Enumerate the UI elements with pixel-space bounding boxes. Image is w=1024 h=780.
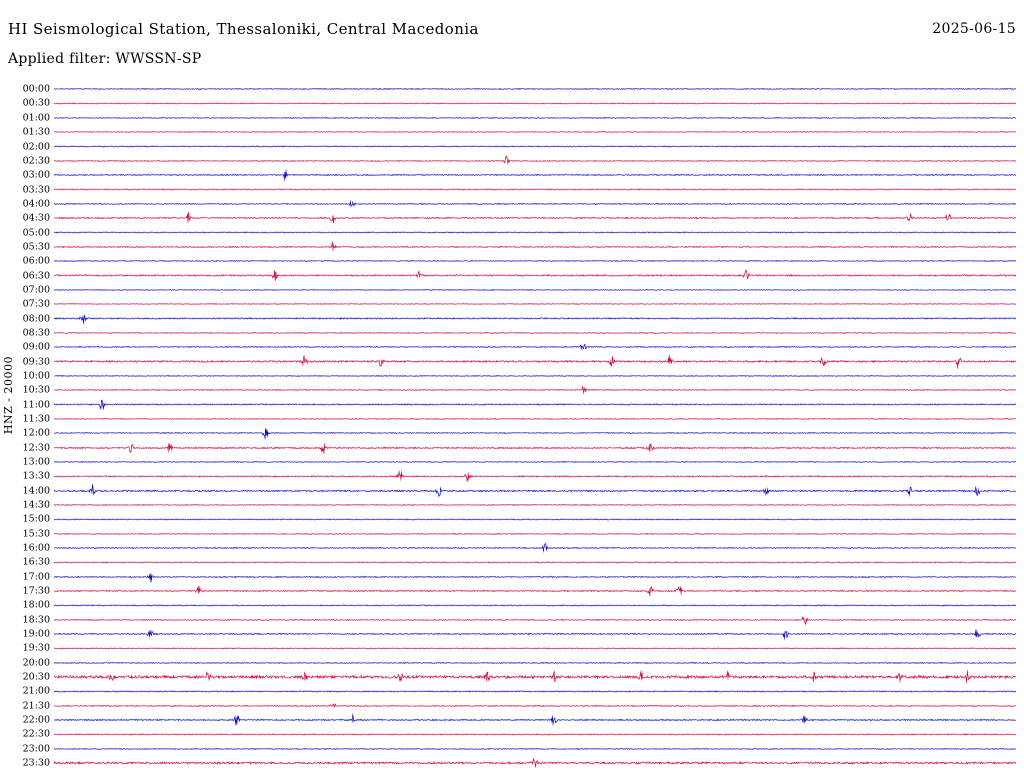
trace-waveform <box>54 354 1016 368</box>
trace-waveform <box>54 383 1016 397</box>
trace-row <box>22 727 1016 741</box>
trace-time-label: 10:00 <box>22 370 50 382</box>
trace-time-label: 17:00 <box>22 571 50 583</box>
trace-time-label: 13:30 <box>22 470 50 482</box>
trace-time-label: 08:30 <box>22 327 50 339</box>
trace-time-label: 13:00 <box>22 456 50 468</box>
trace-time-label: 04:30 <box>22 212 50 224</box>
trace-row <box>22 684 1016 698</box>
trace-time-label: 10:30 <box>22 384 50 396</box>
trace-waveform <box>54 627 1016 641</box>
trace-waveform <box>54 369 1016 383</box>
trace-row <box>22 82 1016 96</box>
trace-time-label: 06:00 <box>22 255 50 267</box>
trace-waveform <box>54 756 1016 770</box>
trace-waveform <box>54 727 1016 741</box>
trace-row <box>22 268 1016 282</box>
trace-time-label: 12:30 <box>22 442 50 454</box>
trace-row <box>22 742 1016 756</box>
trace-row <box>22 168 1016 182</box>
trace-time-label: 11:00 <box>22 399 50 411</box>
trace-time-label: 18:00 <box>22 599 50 611</box>
trace-time-label: 09:30 <box>22 356 50 368</box>
trace-waveform <box>54 512 1016 526</box>
trace-waveform <box>54 541 1016 555</box>
trace-waveform <box>54 254 1016 268</box>
trace-time-label: 18:30 <box>22 614 50 626</box>
trace-waveform <box>54 598 1016 612</box>
trace-row <box>22 598 1016 612</box>
trace-row <box>22 512 1016 526</box>
trace-waveform <box>54 297 1016 311</box>
trace-waveform <box>54 441 1016 455</box>
trace-waveform <box>54 484 1016 498</box>
trace-time-label: 19:00 <box>22 628 50 640</box>
trace-time-label: 16:00 <box>22 542 50 554</box>
trace-time-label: 20:00 <box>22 657 50 669</box>
trace-waveform <box>54 641 1016 655</box>
trace-waveform <box>54 498 1016 512</box>
trace-waveform <box>54 225 1016 239</box>
trace-time-label: 22:30 <box>22 728 50 740</box>
trace-time-label: 03:00 <box>22 169 50 181</box>
trace-time-label: 15:30 <box>22 528 50 540</box>
trace-waveform <box>54 154 1016 168</box>
trace-row <box>22 225 1016 239</box>
trace-row <box>22 670 1016 684</box>
trace-waveform <box>54 455 1016 469</box>
trace-time-label: 23:30 <box>22 757 50 769</box>
trace-time-label: 02:00 <box>22 141 50 153</box>
trace-time-label: 23:00 <box>22 743 50 755</box>
trace-row <box>22 111 1016 125</box>
trace-waveform <box>54 613 1016 627</box>
trace-time-label: 14:30 <box>22 499 50 511</box>
trace-time-label: 05:00 <box>22 227 50 239</box>
trace-waveform <box>54 182 1016 196</box>
trace-waveform <box>54 742 1016 756</box>
trace-waveform <box>54 283 1016 297</box>
trace-waveform <box>54 527 1016 541</box>
trace-waveform <box>54 584 1016 598</box>
trace-time-label: 21:30 <box>22 700 50 712</box>
trace-row <box>22 498 1016 512</box>
trace-row <box>22 311 1016 325</box>
trace-time-label: 12:00 <box>22 427 50 439</box>
trace-waveform <box>54 713 1016 727</box>
trace-waveform <box>54 684 1016 698</box>
trace-waveform <box>54 670 1016 684</box>
trace-row <box>22 254 1016 268</box>
trace-time-label: 04:00 <box>22 198 50 210</box>
trace-row <box>22 354 1016 368</box>
trace-waveform <box>54 111 1016 125</box>
trace-row <box>22 756 1016 770</box>
trace-time-label: 02:30 <box>22 155 50 167</box>
trace-row <box>22 713 1016 727</box>
trace-row <box>22 641 1016 655</box>
trace-waveform <box>54 570 1016 584</box>
trace-row <box>22 197 1016 211</box>
trace-time-label: 16:30 <box>22 556 50 568</box>
y-axis-label: HNZ - 20000 <box>2 356 15 435</box>
trace-time-label: 11:30 <box>22 413 50 425</box>
trace-waveform <box>54 125 1016 139</box>
trace-row <box>22 283 1016 297</box>
trace-row <box>22 584 1016 598</box>
trace-row <box>22 240 1016 254</box>
trace-time-label: 20:30 <box>22 671 50 683</box>
trace-waveform <box>54 311 1016 325</box>
trace-row <box>22 326 1016 340</box>
trace-row <box>22 570 1016 584</box>
trace-row <box>22 484 1016 498</box>
trace-time-label: 00:30 <box>22 97 50 109</box>
trace-time-label: 00:00 <box>22 83 50 95</box>
trace-waveform <box>54 656 1016 670</box>
trace-time-label: 05:30 <box>22 241 50 253</box>
trace-waveform <box>54 268 1016 282</box>
trace-time-label: 01:00 <box>22 112 50 124</box>
trace-row <box>22 340 1016 354</box>
trace-time-label: 08:00 <box>22 313 50 325</box>
trace-waveform <box>54 469 1016 483</box>
trace-time-label: 01:30 <box>22 126 50 138</box>
trace-row <box>22 426 1016 440</box>
date-label: 2025-06-15 <box>932 21 1016 37</box>
trace-row <box>22 397 1016 411</box>
trace-time-label: 19:30 <box>22 642 50 654</box>
trace-time-label: 15:00 <box>22 513 50 525</box>
trace-waveform <box>54 96 1016 110</box>
trace-row <box>22 182 1016 196</box>
trace-waveform <box>54 197 1016 211</box>
trace-waveform <box>54 699 1016 713</box>
trace-time-label: 14:00 <box>22 485 50 497</box>
trace-row <box>22 412 1016 426</box>
trace-waveform <box>54 555 1016 569</box>
trace-row <box>22 541 1016 555</box>
trace-row <box>22 369 1016 383</box>
trace-time-label: 03:30 <box>22 184 50 196</box>
trace-row <box>22 441 1016 455</box>
trace-waveform <box>54 426 1016 440</box>
trace-waveform <box>54 168 1016 182</box>
trace-row <box>22 125 1016 139</box>
trace-waveform <box>54 326 1016 340</box>
trace-row <box>22 613 1016 627</box>
trace-time-label: 06:30 <box>22 270 50 282</box>
trace-waveform <box>54 397 1016 411</box>
trace-time-label: 17:30 <box>22 585 50 597</box>
trace-row <box>22 383 1016 397</box>
trace-waveform <box>54 240 1016 254</box>
trace-row <box>22 211 1016 225</box>
trace-waveform <box>54 211 1016 225</box>
trace-row <box>22 154 1016 168</box>
seismogram-plot <box>22 82 1016 770</box>
trace-waveform <box>54 139 1016 153</box>
chart-header <box>0 0 1024 78</box>
trace-row <box>22 656 1016 670</box>
trace-time-label: 07:00 <box>22 284 50 296</box>
trace-row <box>22 455 1016 469</box>
trace-time-label: 22:00 <box>22 714 50 726</box>
trace-row <box>22 527 1016 541</box>
trace-row <box>22 297 1016 311</box>
trace-time-label: 09:00 <box>22 341 50 353</box>
trace-row <box>22 139 1016 153</box>
trace-row <box>22 96 1016 110</box>
trace-waveform <box>54 82 1016 96</box>
trace-row <box>22 699 1016 713</box>
trace-row <box>22 555 1016 569</box>
trace-waveform <box>54 340 1016 354</box>
trace-row <box>22 627 1016 641</box>
trace-time-label: 21:00 <box>22 685 50 697</box>
trace-time-label: 07:30 <box>22 298 50 310</box>
page-title: HI Seismological Station, Thessaloniki, Central Macedonia <box>8 20 479 38</box>
filter-label: Applied filter: WWSSN-SP <box>8 51 202 67</box>
trace-waveform <box>54 412 1016 426</box>
trace-row <box>22 469 1016 483</box>
